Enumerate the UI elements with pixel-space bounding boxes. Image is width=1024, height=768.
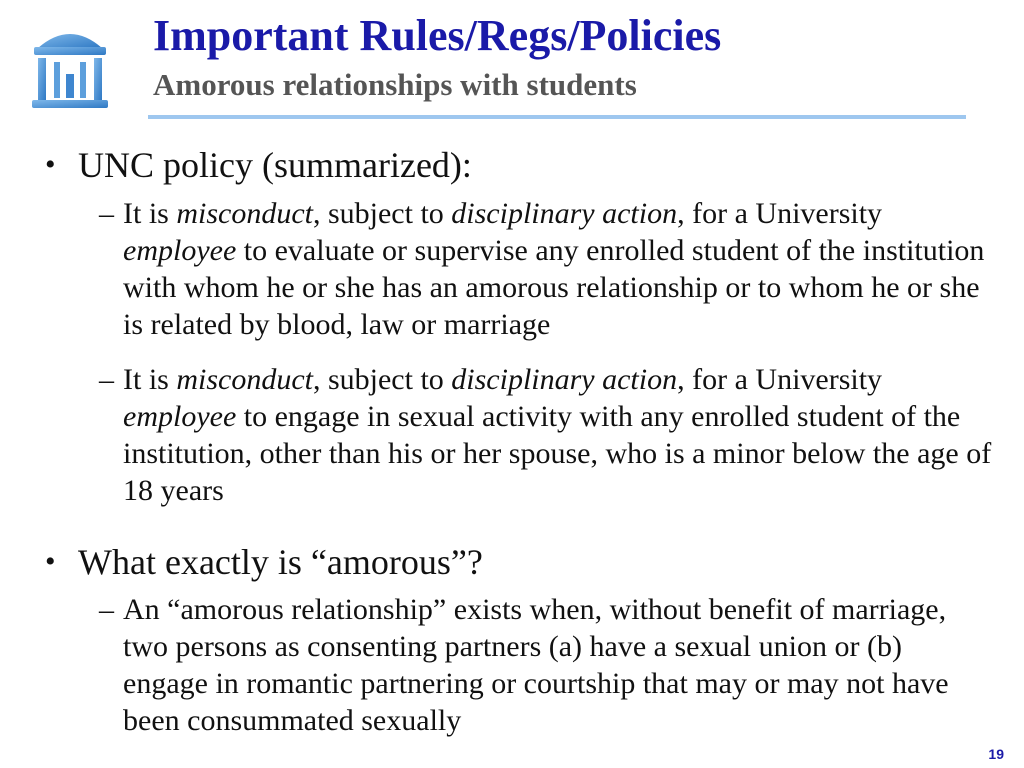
sub-bullet-1-2: It is misconduct, subject to disciplinary action, for a University employee to engage in sexual activity with any enrolled student of the institution, other than his or her spouse, who is a minor below the age of 18 years bbox=[123, 363, 992, 507]
header-divider bbox=[148, 115, 966, 119]
unc-old-well-icon bbox=[30, 22, 110, 114]
page-number: 19 bbox=[988, 746, 1004, 762]
dash-marker: – bbox=[99, 363, 114, 396]
slide-title: Important Rules/Regs/Policies bbox=[153, 11, 722, 60]
bullet-2: What exactly is “amorous”? bbox=[78, 542, 483, 582]
dash-marker: – bbox=[99, 593, 114, 626]
dash-marker: – bbox=[99, 197, 114, 230]
bullet-1: UNC policy (summarized): bbox=[78, 145, 472, 185]
sub-bullet-1-1: It is misconduct, subject to disciplinary action, for a University employee to evaluate or supervise any enrolled student of the institution with whom he or she has an amorous relationship or to whom he or she is related by blood, law or marriage bbox=[123, 197, 985, 341]
bullet-marker: • bbox=[45, 545, 56, 578]
slide-subtitle: Amorous relationships with students bbox=[153, 67, 637, 102]
bullet-marker: • bbox=[45, 148, 56, 181]
sub-bullet-2-1: An “amorous relationship” exists when, without benefit of marriage, two persons as consenting partners (a) have a sexual union or (b) engage in romantic partnering or courtship that may or may not have been consummated sexually bbox=[123, 593, 949, 737]
